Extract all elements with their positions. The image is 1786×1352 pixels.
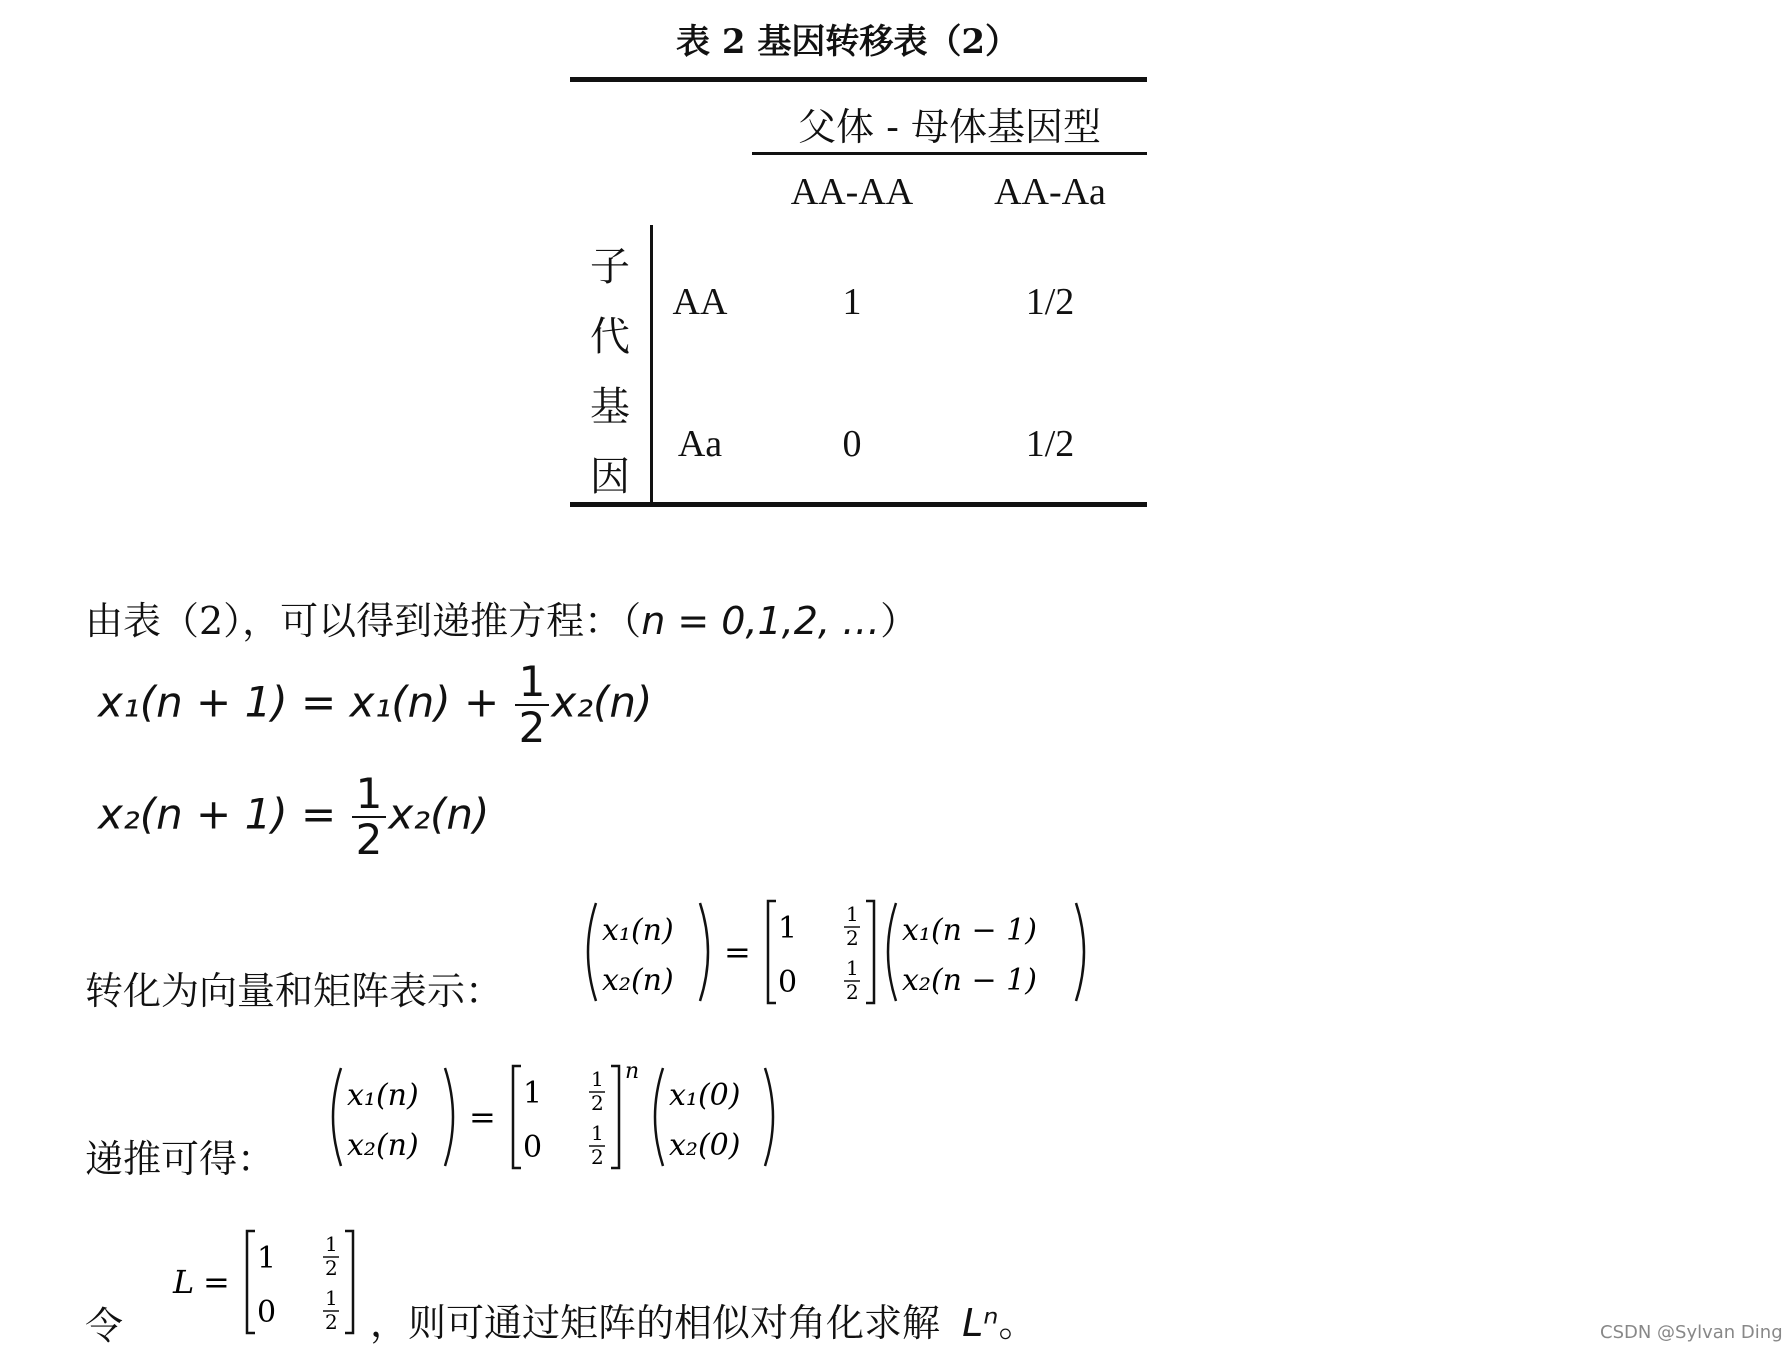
m2-right-vec-2: x₂(0) [669,1128,741,1163]
mL-a11: 1 [257,1241,277,1276]
m2-a12-den: 2 [591,1091,604,1115]
mL-a21: 0 [257,1295,277,1330]
m1-a11: 1 [778,911,798,946]
m1-left-vec-1: x₁(n) [602,913,674,948]
recursion-label: 递推可得： [85,1137,276,1181]
mL-a12-den: 2 [325,1256,338,1280]
eq2-frac-den: 2 [355,815,383,864]
recurrence-intro-end: ） [880,599,919,643]
watermark: CSDN @Sylvan Ding [1600,1322,1783,1343]
m2-left-vec-2: x₂(n) [347,1128,419,1163]
let-tail-text: ，则可通过矩阵的相似对角化求解 [370,1301,941,1345]
m1-left-paren-close [700,903,708,1001]
row-label-aa: AA [672,281,728,323]
mL-a22-num: 1 [325,1286,338,1310]
row-group-char-3: 基 [590,384,630,430]
matrix-L-name: L [173,1263,195,1301]
m1-equals: = [724,933,751,971]
eq2-rhs: x₂(n) [388,789,490,839]
eq1-frac-num: 1 [515,660,550,706]
m1-right-paren-close [1076,903,1084,1001]
row-label-aa-lower: Aa [677,423,723,465]
m2-left-paren-close [445,1068,453,1166]
matrix-L-equals: = [203,1263,230,1301]
m2-right-paren-close [765,1068,773,1166]
cell-aalower-aaaa: 0 [842,423,862,465]
m2-power: n [625,1060,640,1084]
let-tail [370,1292,1036,1347]
mL-bracket-close [345,1231,353,1333]
row-group-divider [650,225,653,505]
vector-matrix-label: 转化为向量和矩阵表示： [85,969,504,1013]
cell-aa-aaaa-half: 1/2 [1025,281,1075,323]
recurrence-intro-text: 由表（2），可以得到递推方程：（ [85,599,642,643]
matrix-equation-2 [325,1060,785,1175]
m1-left-paren-open [588,903,596,1001]
table-top-rule [570,77,1147,82]
table-bottom-rule [570,502,1147,507]
equation-2 [98,769,490,864]
equation-1 [98,657,653,752]
m2-matrix-bracket-open [513,1066,521,1168]
m1-right-paren-open [888,903,896,1001]
m1-matrix-bracket-open [768,901,776,1003]
m2-equals: = [469,1098,496,1136]
eq1-rhs: x₂(n) [551,677,653,727]
eq2-frac-num: 1 [352,772,387,818]
m2-right-vec-1: x₁(0) [669,1078,741,1113]
m2-matrix-bracket-close [611,1066,619,1168]
column-header-aa-aa: AA-AA [790,171,914,213]
m1-a22-num: 1 [846,956,859,980]
m2-right-paren-open [655,1068,663,1166]
m2-a11: 1 [523,1076,543,1111]
let-tail-end: 。 [998,1301,1037,1345]
column-header-aa-aa-lower: AA-Aa [994,171,1106,213]
m1-right-vec-1: x₁(n − 1) [902,913,1037,948]
row-group-char-2: 代 [590,314,630,360]
cell-aalower-aaaa-half: 1/2 [1025,423,1075,465]
eq1-frac-den: 2 [518,703,546,752]
m2-left-paren-open [333,1068,341,1166]
matrix-equation-1 [580,895,1100,1010]
m2-a12-num: 1 [591,1067,604,1091]
cell-aa-aaaa: 1 [842,281,862,323]
mL-a12-num: 1 [325,1232,338,1256]
m2-a22-num: 1 [591,1121,604,1145]
mL-a22-den: 2 [325,1310,338,1334]
m2-left-vec-1: x₁(n) [347,1078,419,1113]
m1-a12-den: 2 [846,926,859,950]
m1-matrix-bracket-close [866,901,874,1003]
row-group-char-1: 子 [590,244,630,290]
let-tail-math: Lⁿ [962,1301,999,1345]
eq2-lhs: x₂(n + 1) = [98,789,350,839]
eq1-lhs: x₁(n + 1) = x₁(n) + [98,677,513,727]
recurrence-intro [85,590,918,645]
let-label: 令 [85,1304,124,1348]
parent-header: 父体 - 母体基因型 [798,105,1101,149]
m1-a22-den: 2 [846,980,859,1004]
eq1-fraction [515,657,550,752]
eq2-fraction [352,769,387,864]
m1-left-vec-2: x₂(n) [602,963,674,998]
row-group-char-4: 因 [590,454,630,500]
m2-a22-den: 2 [591,1145,604,1169]
m1-a12-num: 1 [846,902,859,926]
table-caption: 表 2 基因转移表（2） [676,22,1019,62]
m1-right-vec-2: x₂(n − 1) [902,963,1037,998]
m2-a21: 0 [523,1130,543,1165]
recurrence-intro-math: n = 0,1,2, … [641,599,881,643]
parent-header-rule [752,152,1147,155]
matrix-L-definition [165,1225,370,1340]
m1-a21: 0 [778,965,798,1000]
mL-bracket-open [247,1231,255,1333]
